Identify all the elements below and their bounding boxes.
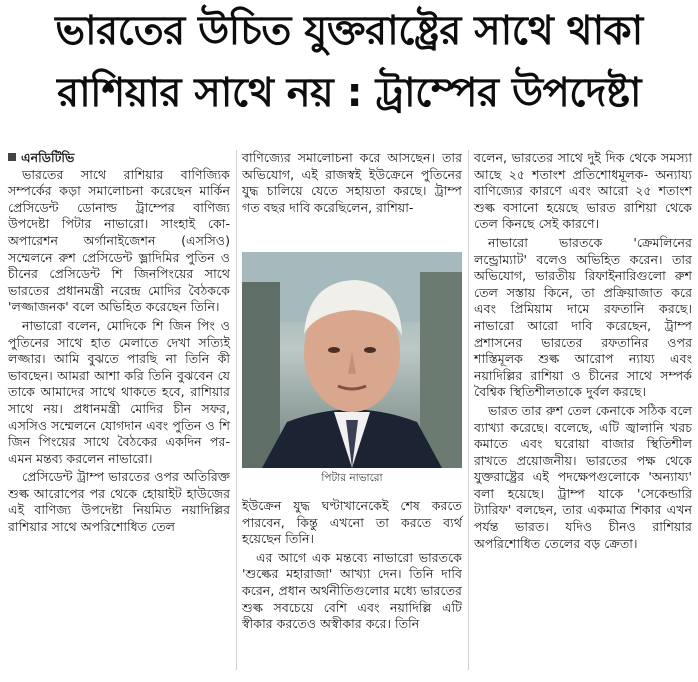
portrait-illustration — [242, 252, 462, 468]
paragraph: ভারত তার রুশ তেল কেনাকে সঠিক বলে ব্যাখ্যা করেছে। বলেছে, এটি জ্বালানি খরচ কমাতে এবং ঘরোয়া বাজার স্থিতিশীল রাখতে প্রয়োজনীয়। ভারতের পক্ষ থেকে যুক্তরাষ্ট্রের এই পদক্ষেপগুলোকে 'অন্যায্য' বলা হয়েছে। ট্রাম্প যাকে 'সেকেন্ডারি ট্যারিফ' বলছেন, তার একমাত্র শিকার এখন পর্যন্ত ভারত। যদিও চীনও রাশিয়ার অপরিশোধিত তেলের বড় ক্রেতা। — [474, 402, 692, 551]
portrait-photo — [242, 252, 462, 468]
paragraph: বাণিজ্যের সমালোচনা করে আসছেন। তার অভিযোগ, এই রাজস্বই ইউক্রেনে পুতিনের যুদ্ধ চালিয়ে যেতে সহায়তা করছে। ট্রাম্প গত বছর দাবি করেছিলেন, রাশিয়া- — [242, 150, 462, 215]
column-divider — [236, 150, 237, 670]
building-left — [242, 282, 280, 468]
headline-line-1: ভারতের উচিত যুক্তরাষ্ট্রের সাথে থাকা — [55, 8, 643, 54]
right-eye — [364, 347, 376, 353]
paragraph: ভারতের সাথে রাশিয়ার বাণিজ্যিক সম্পর্কের কড়া সমালোচনা করেছেন মার্কিন প্রেসিডেন্ট ডোনাল্ড ট্রাম্পের বাণিজ্য উপদেষ্টা পিটার নাভারো। সাংহাই কো-অপারেশন অর্গানাইজেশন (এসসিও) সম্মেলনে রুশ প্রেসিডেন্ট ভ্লাদিমির পুতিন ও চীনের প্রেসিডেন্ট শি জিনপিংয়ের সাথে ভারতের প্রধানমন্ত্রী নরেন্দ্র মোদির বৈঠককে 'লজ্জাজনক' বলে অভিহিত করেছেন তিনি। — [8, 166, 230, 315]
photo-caption: পিটার নাভারো — [321, 472, 383, 484]
paragraph: এর আগে এক মন্তব্যে নাভারো ভারতকে 'শুল্কের মহারাজা' আখ্যা দেন। তিনি দাবি করেন, প্রধান অর্থনীতিগুলোর মধ্যে ভারতের শুল্ক সবচেয়ে বেশি এবং নয়াদিল্লি এটি স্বীকার করতেও অস্বীকার করে। তিনি — [242, 549, 462, 632]
paragraph: ইউক্রেন যুদ্ধ ঘণ্টাখানেকেই শেষ করতে পারবেন, কিন্তু এখনো তা করতে ব্যর্থ হয়েছেন তিনি। — [242, 498, 462, 547]
building-right — [420, 272, 462, 468]
paragraph: বলেন, ভারতের সাথে দুই দিক থেকে সমস্যা আছে ২৫ শতাংশ প্রতিশোধমূলক- অন্যায্য বাণিজ্যের কারণে এবং আরো ২৫ শতাংশ শুল্ক বসানো হয়েছে ভারত রাশিয়া থেকে তেল কিনছে সেই কারণে। — [474, 150, 692, 232]
article-column-3 — [474, 150, 692, 554]
article-column-2-bottom — [242, 498, 462, 635]
paragraph: প্রেসিডেন্ট ট্রাম্প ভারতের ওপর অতিরিক্ত শুল্ক আরোপের পর থেকে হোয়াইট হাউজের এই বাণিজ্য উপদেষ্টা নিয়মিত নয়াদিল্লির রাশিয়ার সাথে অপরিশোধিত তেল — [8, 469, 230, 535]
article-column-1 — [8, 150, 230, 538]
paragraph: নাভারো ভারতকে 'ক্রেমলিনের লন্ড্রোম্যাট' বলেও অভিহিত করেন। তার অভিযোগ, ভারতীয় রিফাইনারিগুলো রুশ তেল সস্তায় কিনে, তা প্রক্রিয়াজাত করে এবং প্রিমিয়াম দামে রফতানি করছে। নাভারো আরো দাবি করেছেন, ট্রাম্প প্রশাসনের ভারতের রফতানির ওপর শাস্তিমূলক শুল্ক আরোপ ন্যায্য এবং নয়াদিল্লির রাশিয়া ও চীনের সাথে সম্পর্ক বৈশ্বিক স্থিতিশীলতাকে দুর্বল করছে। — [474, 234, 692, 400]
column-divider — [468, 150, 469, 670]
paragraph: নাভারো বলেন, মোদিকে শি জিন পিং ও পুতিনের সাথে হাত মেলাতে দেখা সত্যিই লজ্জার। আমি বুঝতে পারছি না তিনি কী ভাবছেন। আমরা আশা করি তিনি বুঝবেন যে তাকে আমাদের সাথে থাকতে হবে, রাশিয়ার সাথে নয়। প্রধানমন্ত্রী মোদির চীন সফর, এসসিও সম্মেলনে যোগদান এবং পুতিন ও শি জিন পিংয়ের সাথে বৈঠকের একদিন পর-এমন মন্তব্য করলেন নাভারো। — [8, 317, 230, 466]
left-eye — [328, 347, 340, 353]
article-column-2-top — [242, 150, 462, 218]
bullet-icon — [8, 153, 16, 161]
headline-line-2: রাশিয়ার সাথে নয় : ট্রাম্পের উপদেষ্টা — [57, 70, 641, 116]
dateline — [8, 150, 230, 167]
source-label: এনডিটিভি — [21, 150, 75, 165]
